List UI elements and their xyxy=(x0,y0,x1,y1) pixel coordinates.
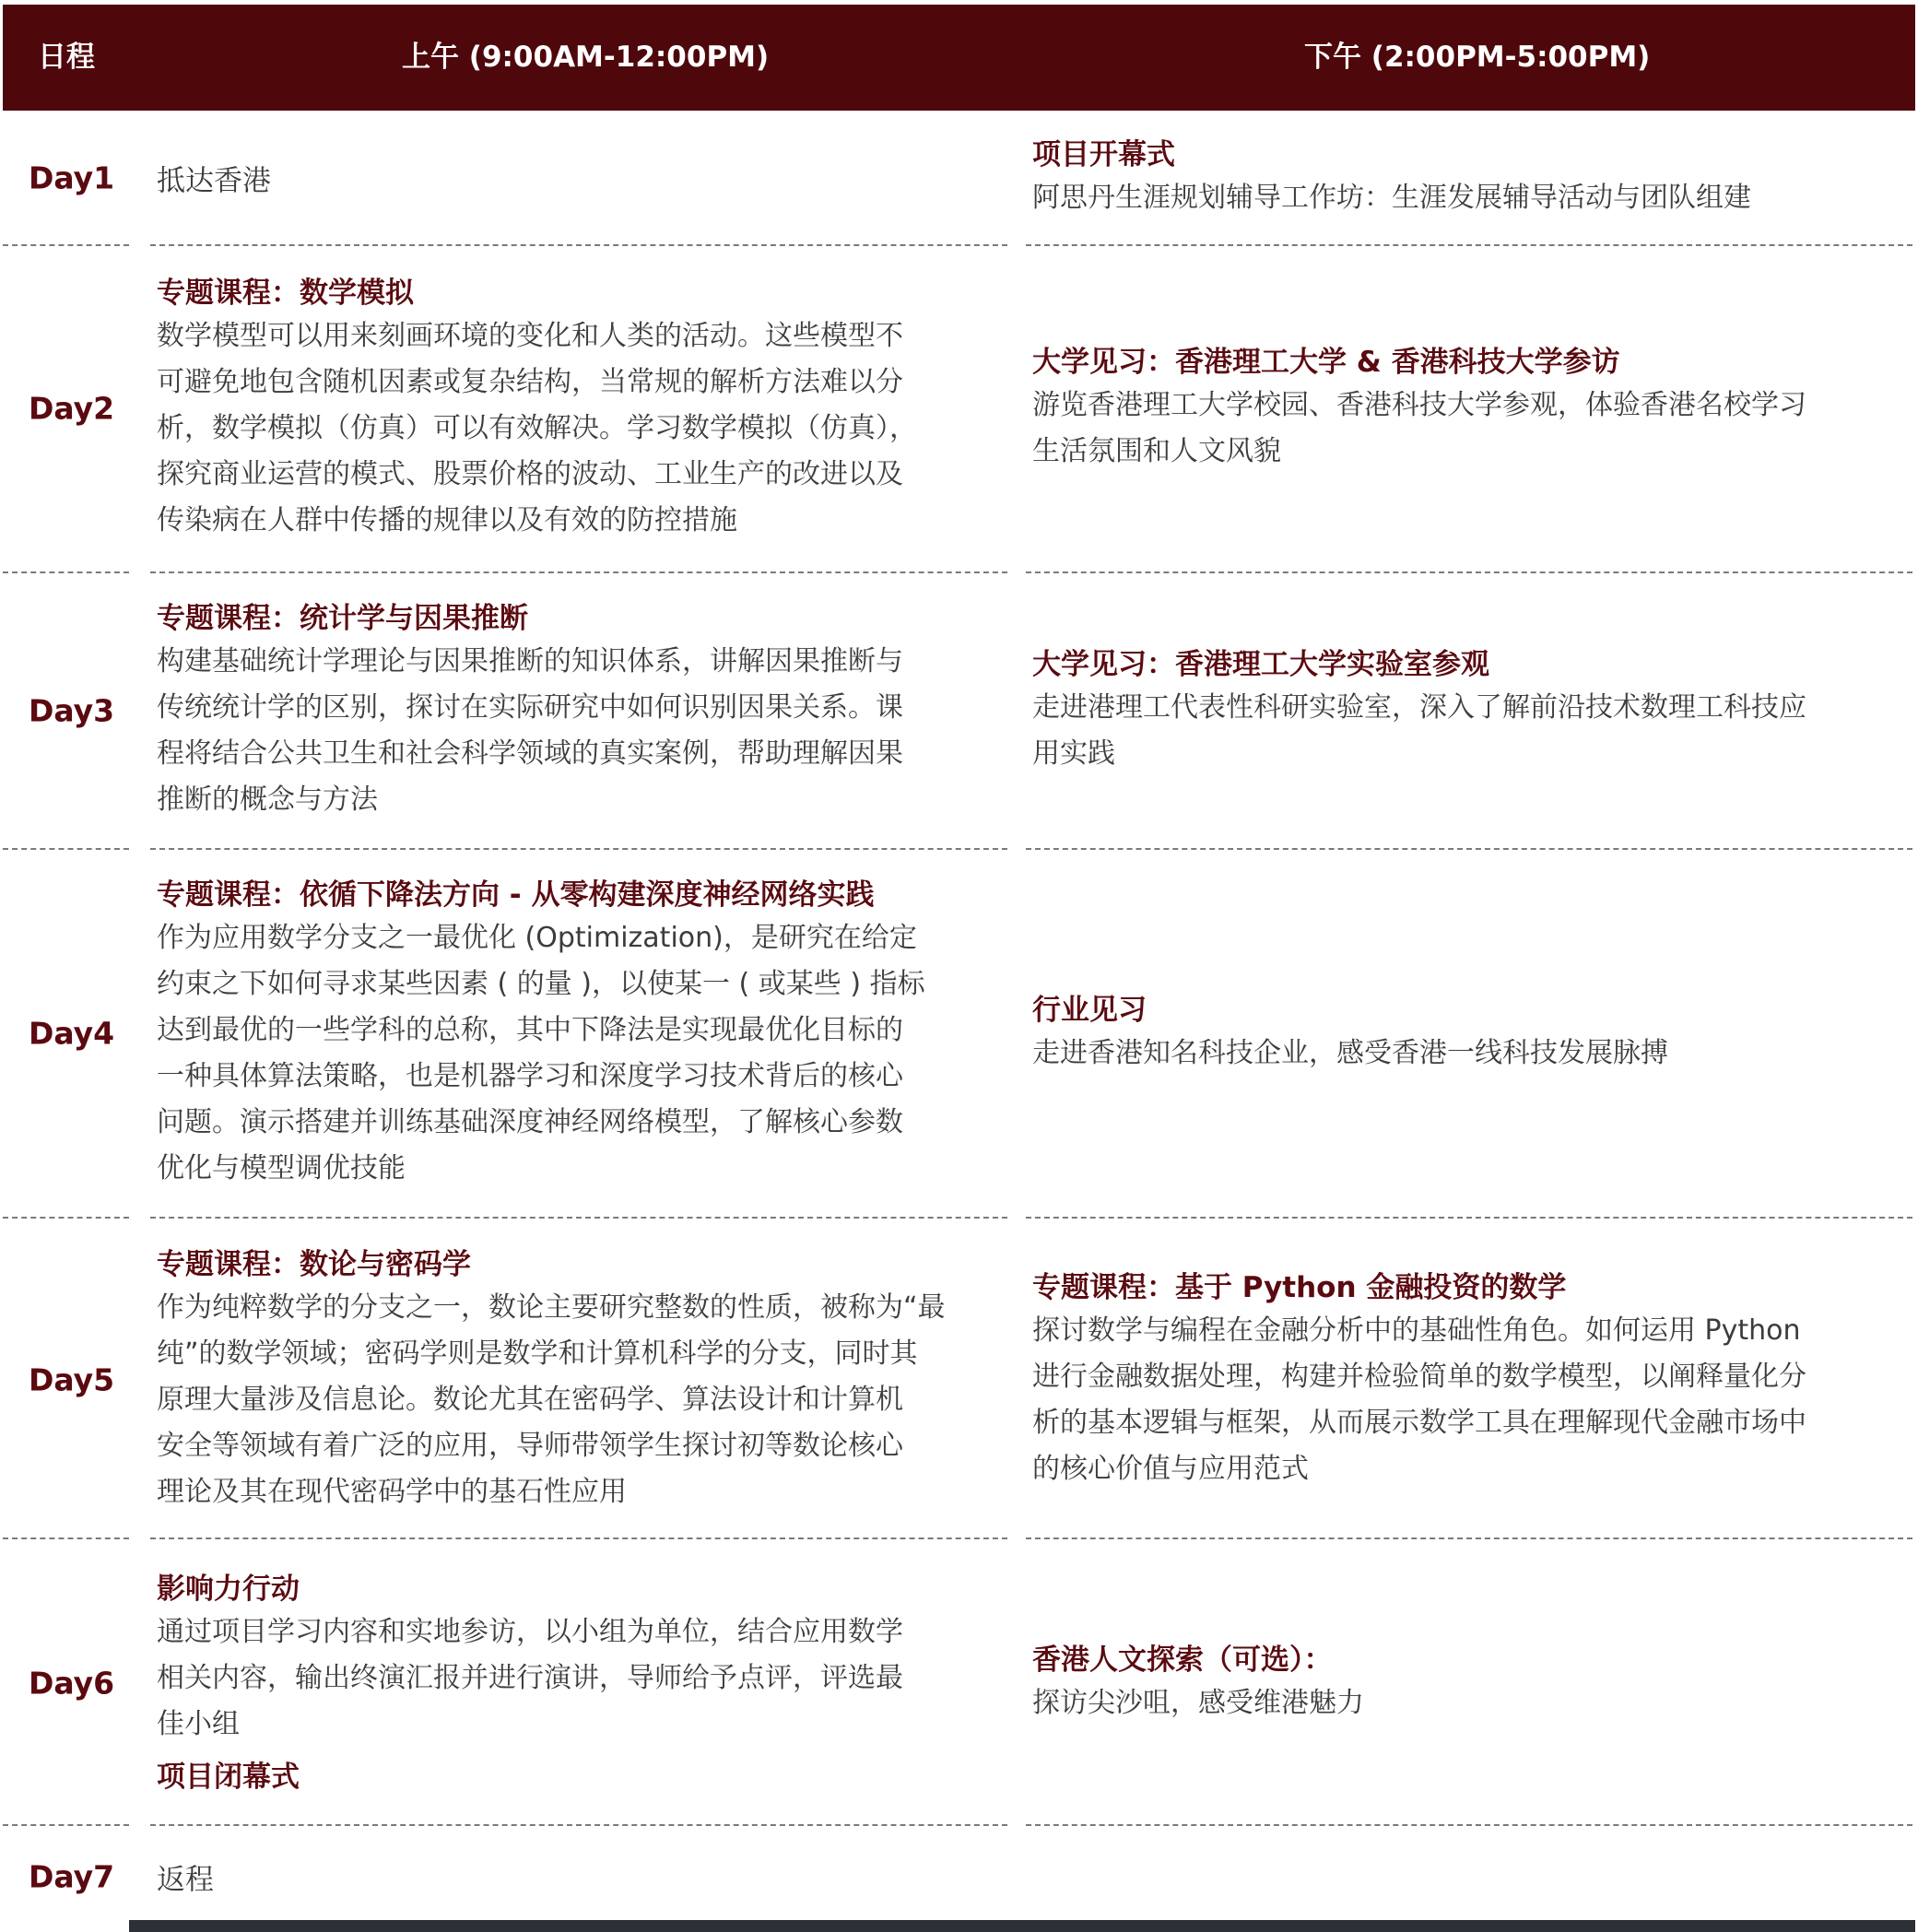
description-line: 传统统计学的区别，探讨在实际研究中如何识别因果关系。课 xyxy=(157,691,903,724)
pm-session-title: 香港人文探索（可选）： xyxy=(1032,1643,1333,1677)
am-session-title: 专题课程：统计学与因果推断 xyxy=(157,602,528,635)
am-text: 抵达香港 xyxy=(157,164,271,198)
am-session-description xyxy=(157,313,1005,544)
pm-session-title: 行业见习 xyxy=(1032,994,1147,1027)
am-cell xyxy=(157,875,1005,1192)
description-line: 达到最优的一些学科的总称，其中下降法是实现最优化目标的 xyxy=(157,1014,903,1046)
row-divider xyxy=(150,1537,1007,1539)
row-divider xyxy=(150,1217,1007,1219)
pm-cell xyxy=(1032,342,1912,475)
day-label: Day1 xyxy=(29,159,115,196)
header-morning: 上午 (9:00AM-12:00PM) xyxy=(402,41,770,74)
day-label: Day6 xyxy=(29,1665,115,1702)
am-closing-title: 项目闭幕式 xyxy=(157,1761,300,1794)
description-line: 约束之下如何寻求某些因素 ( 的量 )，以使某一 ( 或某些 ) 指标 xyxy=(157,968,925,1000)
am-cell xyxy=(157,598,1005,823)
row-divider xyxy=(150,1824,1007,1826)
table-header xyxy=(3,5,1915,111)
description-line: 相关内容，输出终演汇报并进行演讲，导师给予点评，评选最 xyxy=(157,1662,903,1694)
am-cell xyxy=(157,273,1005,544)
description-line: 进行金融数据处理，构建并检验简单的数学模型，以阐释量化分 xyxy=(1032,1361,1806,1393)
description-line: 理论及其在现代密码学中的基石性应用 xyxy=(157,1476,627,1508)
description-line: 的核心价值与应用范式 xyxy=(1032,1453,1309,1485)
am-cell xyxy=(157,1569,1005,1797)
description-line: 构建基础统计学理论与因果推断的知识体系，讲解因果推断与 xyxy=(157,645,903,677)
description-line: 探访尖沙咀，感受维港魅力 xyxy=(1032,1687,1364,1719)
description-line: 作为纯粹数学的分支之一，数论主要研究整数的性质，被称为“最 xyxy=(157,1291,946,1324)
description-line: 佳小组 xyxy=(157,1708,240,1740)
description-line: 纯”的数学领域；密码学则是数学和计算机科学的分支，同时其 xyxy=(157,1337,918,1370)
description-line: 探讨数学与编程在金融分析中的基础性角色。如何运用 Python xyxy=(1032,1314,1801,1347)
bottom-bar xyxy=(129,1920,1915,1932)
row-divider xyxy=(150,571,1007,573)
row-divider xyxy=(3,244,129,246)
description-line: 探究商业运营的模式、股票价格的波动、工业生产的改进以及 xyxy=(157,458,903,490)
row-divider xyxy=(3,1537,129,1539)
am-text: 返程 xyxy=(157,1863,214,1897)
description-line: 阿思丹生涯规划辅导工作坊：生涯发展辅导活动与团队组建 xyxy=(1032,182,1751,214)
am-session-description xyxy=(157,915,1005,1192)
pm-cell xyxy=(1032,1640,1912,1726)
row-divider xyxy=(1026,571,1912,573)
description-line: 可避免地包含随机因素或复杂结构，当常规的解析方法难以分 xyxy=(157,366,903,398)
description-line: 通过项目学习内容和实地参访，以小组为单位，结合应用数学 xyxy=(157,1616,903,1648)
pm-session-description xyxy=(1032,175,1912,221)
row-divider xyxy=(3,848,129,850)
description-line: 用实践 xyxy=(1032,737,1115,770)
pm-cell xyxy=(1032,1267,1912,1492)
description-line: 生活氛围和人文风貌 xyxy=(1032,435,1281,467)
pm-session-title: 大学见习：香港理工大学 & 香港科技大学参访 xyxy=(1032,346,1620,379)
description-line: 游览香港理工大学校园、香港科技大学参观，体验香港名校学习 xyxy=(1032,389,1806,421)
pm-session-description xyxy=(1032,685,1912,777)
pm-session-description xyxy=(1032,1308,1912,1492)
row-divider xyxy=(1026,1824,1912,1826)
day-label: Day5 xyxy=(29,1361,115,1398)
am-cell xyxy=(157,1856,1005,1898)
description-line: 问题。演示搭建并训练基础深度神经网络模型，了解核心参数 xyxy=(157,1106,903,1138)
description-line: 析，数学模拟（仿真）可以有效解决。学习数学模拟（仿真）， xyxy=(157,412,917,444)
header-afternoon: 下午 (2:00PM-5:00PM) xyxy=(1304,41,1651,74)
am-session-description xyxy=(157,639,1005,823)
row-divider xyxy=(150,848,1007,850)
row-divider xyxy=(3,571,129,573)
description-line: 析的基本逻辑与框架，从而展示数学工具在理解现代金融市场中 xyxy=(1032,1407,1806,1439)
pm-session-title: 专题课程：基于 Python 金融投资的数学 xyxy=(1032,1271,1567,1304)
description-line: 推断的概念与方法 xyxy=(157,783,378,816)
description-line: 优化与模型调优技能 xyxy=(157,1152,406,1184)
am-session-title: 专题课程：依循下降法方向 - 从零构建深度神经网络实践 xyxy=(157,878,875,912)
description-line: 数学模型可以用来刻画环境的变化和人类的活动。这些模型不 xyxy=(157,320,903,352)
description-line: 原理大量涉及信息论。数论尤其在密码学、算法设计和计算机 xyxy=(157,1384,903,1416)
am-cell xyxy=(157,158,1005,199)
am-session-title: 专题课程：数论与密码学 xyxy=(157,1248,471,1281)
row-divider xyxy=(1026,244,1912,246)
am-session-description xyxy=(157,1285,1005,1515)
description-line: 走进香港知名科技企业，感受香港一线科技发展脉搏 xyxy=(1032,1037,1668,1069)
day-label: Day3 xyxy=(29,692,115,729)
pm-cell xyxy=(1032,135,1912,221)
description-line: 作为应用数学分支之一最优化 (Optimization)，是研究在给定 xyxy=(157,922,917,954)
day-label: Day2 xyxy=(29,390,115,427)
description-line: 传染病在人群中传播的规律以及有效的防控措施 xyxy=(157,504,737,536)
am-session-title: 影响力行动 xyxy=(157,1573,300,1606)
description-line: 走进港理工代表性科研实验室，深入了解前沿技术数理工科技应 xyxy=(1032,691,1806,724)
header-day: 日程 xyxy=(38,41,95,74)
am-session-description xyxy=(157,1609,1005,1748)
description-line: 一种具体算法策略，也是机器学习和深度学习技术背后的核心 xyxy=(157,1060,903,1092)
am-session-title: 专题课程：数学模拟 xyxy=(157,277,414,310)
pm-session-title: 大学见习：香港理工大学实验室参观 xyxy=(1032,648,1489,681)
am-cell xyxy=(157,1244,1005,1515)
row-divider xyxy=(3,1824,129,1826)
pm-cell xyxy=(1032,990,1912,1077)
pm-cell xyxy=(1032,644,1912,777)
row-divider xyxy=(3,1217,129,1219)
day-label: Day4 xyxy=(29,1015,115,1052)
day-label: Day7 xyxy=(29,1858,115,1895)
row-divider xyxy=(1026,848,1912,850)
pm-session-description xyxy=(1032,1031,1912,1077)
description-line: 程将结合公共卫生和社会科学领域的真实案例，帮助理解因果 xyxy=(157,737,903,770)
row-divider xyxy=(1026,1217,1912,1219)
row-divider xyxy=(1026,1537,1912,1539)
pm-session-description xyxy=(1032,383,1912,475)
description-line: 安全等领域有着广泛的应用，导师带领学生探讨初等数论核心 xyxy=(157,1430,903,1462)
pm-session-title: 项目开幕式 xyxy=(1032,138,1175,171)
row-divider xyxy=(150,244,1007,246)
pm-session-description xyxy=(1032,1680,1912,1726)
